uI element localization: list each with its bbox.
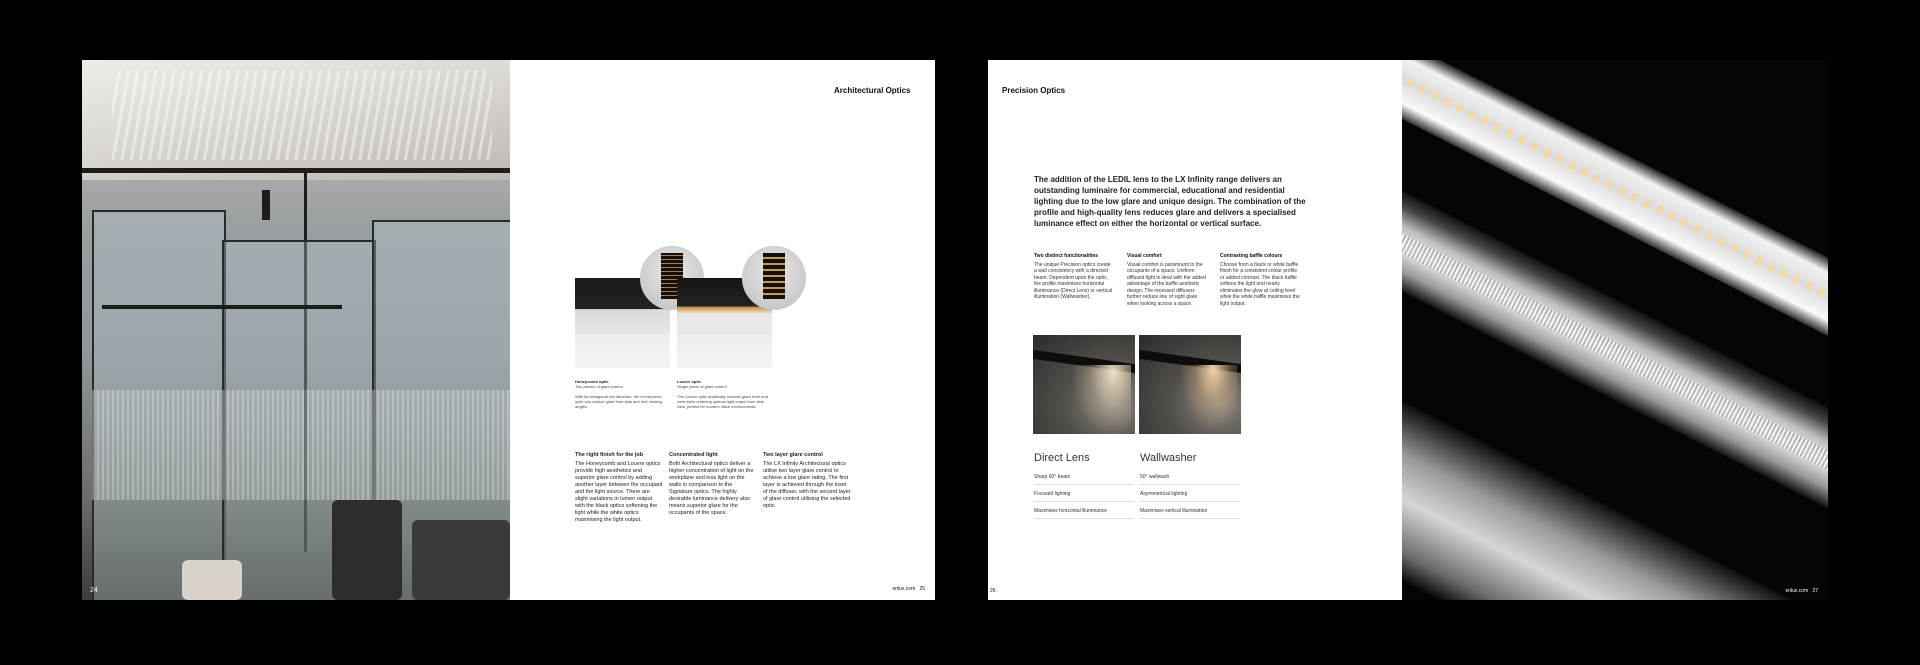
intro-text: The addition of the LEDIL lens to the LX Infinity range delivers an outstanding luminaire for commercial, educational and residential lighting due to the low glare and unique design. The combination of the profile and high-quality lens reduces glare and delivers a specialised luminance effect on either the horizontal or vertical surface. — [1034, 175, 1306, 228]
caption-body: The Louvre optic drastically reduces glare from end view while retaining optimal light output from side view, perfect for modern office environments. — [677, 394, 768, 409]
caption-title: Louvre optic — [677, 379, 702, 384]
column-visual-comfort — [1127, 253, 1207, 307]
column-functionalities — [1034, 253, 1114, 301]
chair — [412, 520, 510, 600]
variant-title: Direct Lens — [1034, 452, 1090, 464]
page-number: 24 — [90, 587, 98, 594]
column-baffle-colours — [1220, 253, 1300, 307]
column-concentrated-light — [669, 452, 757, 517]
spec-row: Asymmetrical lighting — [1140, 487, 1240, 502]
page-number: 27 — [1812, 588, 1818, 594]
spec-row: Maximises vertical illumination — [1140, 504, 1240, 519]
led-luminaire-closeup-photo — [1402, 60, 1828, 600]
column-body: Both Architectural optics deliver a higher concentration of light on the workplane and less light on the walls in comparison to the Signature optics. The highly desirable luminance delivery also means superior glare for the occupants of the space. — [669, 461, 754, 516]
spec-row: Focused lighting — [1034, 487, 1134, 502]
page-number: 26 — [990, 588, 996, 594]
caption-body: With its hexagonal cell structure, the Honeycomb optic can reduce glare from side and end viewing angles. — [575, 394, 662, 409]
column-heading: The right finish for the job — [575, 452, 644, 458]
footer-site: enlux.com — [1785, 588, 1809, 594]
column-heading: Two distinct functionalities — [1034, 253, 1099, 259]
caption-subtitle: Single plane of glare control — [677, 384, 727, 389]
page-title: Architectural Optics — [834, 86, 911, 95]
page-footer — [892, 586, 925, 592]
column-heading: Two layer glare control — [763, 452, 823, 458]
louvre-caption — [677, 379, 772, 409]
column-body: The LX Infinity Architectural optics utilise two layer glare control to achieve a low glare rating. The first layer is achieved through the inset of the diffuser, with the second layer of glare control utilising the selected optic. — [763, 461, 851, 509]
footer-site: enlux.com — [892, 586, 916, 592]
column-body: Visual comfort is paramount to the occupants of a space. Uniform diffused light is ideal with the added advantage of the baffle aesthetic design. The recessed diffusers further reduce line of sight glare when looking across a space. — [1127, 261, 1206, 307]
column-heading: Contrasting baffle colours — [1220, 253, 1283, 259]
page-architectural-optics — [510, 60, 935, 600]
column-body: The unique Precision optics create a wall consistency with a directed beam. Dependent upon the optic, the profile maximises horizontal illuminance (Direct Lens) or vertical illumination (Wallwasher). — [1034, 261, 1113, 300]
spec-row: Sharp 60° beam — [1034, 470, 1134, 485]
caption-subtitle: Two planes of glare control — [575, 384, 623, 389]
wallwasher-render — [1139, 335, 1241, 434]
column-body: Choose from a black or white baffle finish for a consistent colour profile or added contrast. The black baffle softens the light and nearly eliminates the glow at ceiling level while the white baffle maximises the light output. — [1220, 261, 1300, 307]
caption-title: Honeycomb optic — [575, 379, 609, 384]
spec-row: 50° wallwash — [1140, 470, 1240, 485]
direct-lens-render — [1033, 335, 1135, 434]
column-heading: Visual comfort — [1127, 253, 1162, 259]
column-body: The Honeycomb and Louvre optics provide high aesthetics and superior glare control by adding another layer between the occupant and the light source. There are slight variations in lumen output with the black optics softening the light while the white optics maximising the light output. — [575, 461, 663, 523]
chair — [332, 500, 402, 600]
frosted-band — [92, 390, 510, 500]
ceiling-beam — [82, 168, 510, 173]
page-number: 25 — [919, 586, 925, 592]
column-glare-control — [763, 452, 851, 510]
spec-row: Maximises horizontal illuminance — [1034, 504, 1134, 519]
louvre-detail-circle — [742, 246, 806, 310]
office-interior-photo — [82, 60, 510, 600]
page-title: Precision Optics — [1002, 86, 1066, 95]
ceiling-baffles — [112, 70, 492, 160]
honeycomb-caption — [575, 379, 670, 409]
page-footer — [1785, 588, 1818, 594]
table — [182, 560, 242, 600]
column-heading: Concentrated light — [669, 452, 718, 458]
pendant-light — [262, 190, 270, 220]
page-precision-optics — [988, 60, 1402, 600]
linear-luminaire — [102, 305, 342, 309]
column-right-finish — [575, 452, 663, 524]
variant-title: Wallwasher — [1140, 452, 1197, 464]
